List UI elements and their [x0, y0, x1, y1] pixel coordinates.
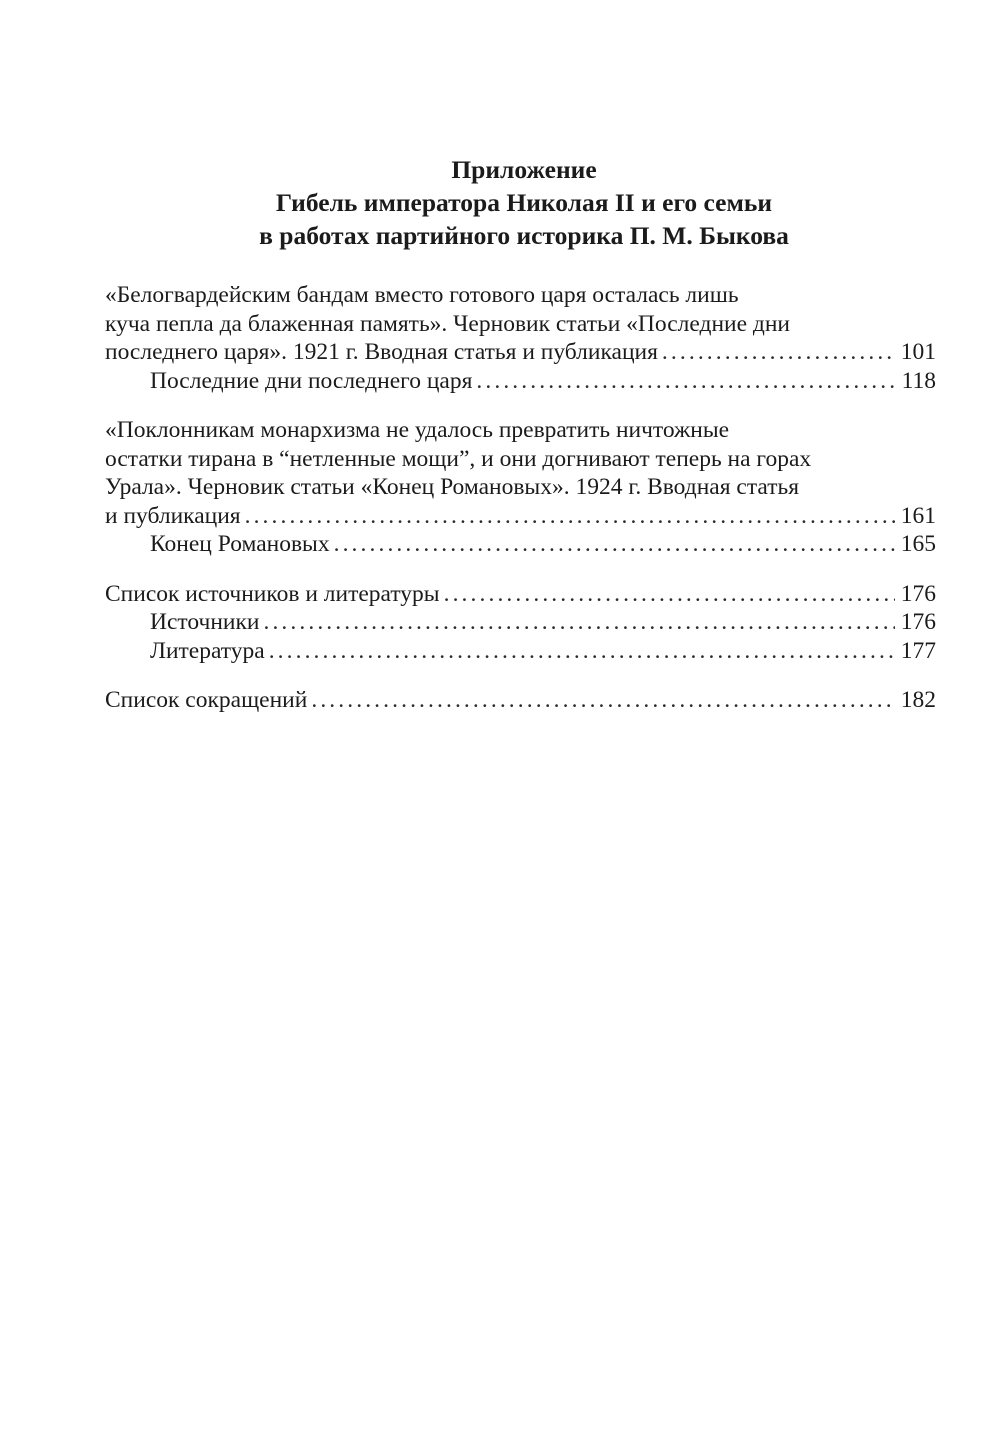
toc-entry-text-line: последнего царя». 1921 г. Вводная статья и публикация [105, 339, 658, 365]
toc-entry-belogvardeiskim [105, 281, 936, 367]
toc-subentry-line [105, 367, 936, 396]
toc-subentry-title: Источники [150, 609, 260, 635]
toc-entry-line [105, 686, 936, 715]
heading-line-2: Гибель императора Николая II и его семьи [275, 188, 773, 217]
toc-entry-last-line [105, 338, 936, 367]
toc-subentry-konets-romanovykh [105, 530, 936, 559]
toc-page-number: 161 [900, 502, 936, 529]
toc-subentry-line [105, 608, 936, 637]
toc-entry-text-line: и публикация [105, 502, 241, 529]
dot-leader [476, 367, 895, 396]
dot-leader [311, 686, 894, 715]
dot-leader [263, 608, 894, 637]
toc-page-number: 177 [900, 637, 936, 664]
toc-entry-text-line: куча пепла да блаженная память». Черновик статьи «Последние дни [105, 310, 791, 337]
toc-page-number: 101 [900, 339, 936, 365]
toc-page-number: 176 [900, 580, 936, 607]
toc-subentry-title: Последние дни последнего царя [150, 367, 473, 394]
dot-leader [444, 580, 895, 609]
toc-subentry-sources [105, 608, 936, 637]
dot-leader [334, 530, 895, 559]
toc-entry-text-line: остатки тирана в “нетленные мощи”, и они догнивают теперь на горах [105, 445, 812, 472]
table-of-contents [105, 281, 936, 715]
toc-entry-text-line: «Белогвардейским бандам вместо готового царя осталась лишь [105, 282, 739, 308]
toc-entry-text-line: Урала». Черновик статьи «Конец Романовых». 1924 г. Вводная статья [105, 474, 800, 500]
toc-subentry-title: Литература [150, 637, 265, 664]
toc-entry-last-line [105, 502, 936, 531]
dot-leader [662, 338, 895, 367]
toc-subentry-line [105, 637, 936, 666]
toc-subentry-line [105, 530, 936, 559]
toc-entry-title: Список источников и литературы [105, 580, 440, 607]
toc-page-number: 176 [900, 609, 936, 635]
toc-page-number: 118 [901, 367, 936, 394]
heading-line-3: в работах партийного историка П. М. Быкова [259, 221, 789, 250]
appendix-heading [0, 153, 996, 252]
dot-leader [269, 637, 895, 666]
toc-page-number: 182 [900, 687, 936, 713]
toc-subentry-title: Конец Романовых [150, 531, 330, 557]
toc-entry-abbreviations [105, 686, 936, 715]
heading-line-1: Приложение [451, 155, 597, 184]
dot-leader [245, 502, 895, 531]
toc-subentry-poslednie-dni [105, 367, 936, 396]
toc-entry-text-line: «Поклонникам монархизма не удалось превратить ничтожные [105, 417, 730, 443]
toc-entry-poklonnikam [105, 416, 936, 530]
toc-entry-line [105, 580, 936, 609]
toc-subentry-literature [105, 637, 936, 666]
toc-entry-title: Список сокращений [105, 687, 308, 713]
toc-entry-sources-literature [105, 580, 936, 609]
toc-page-number: 165 [900, 531, 936, 557]
